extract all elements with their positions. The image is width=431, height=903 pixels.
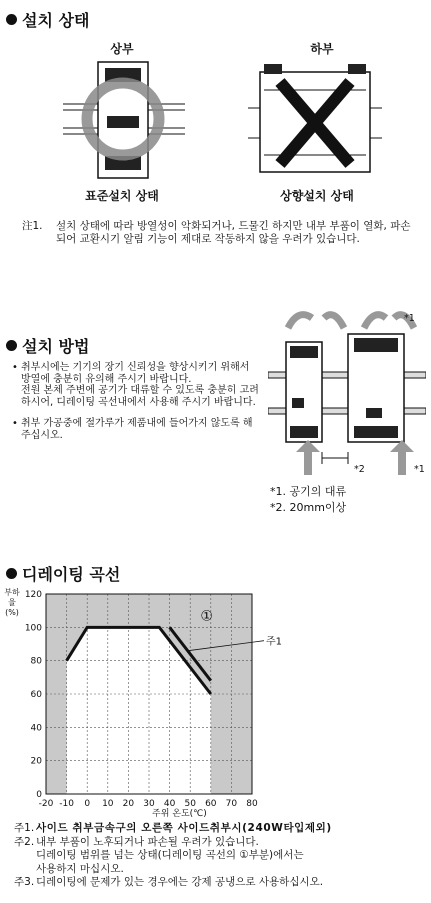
x-tick-label: 60 <box>205 799 217 809</box>
upward-caption: 상향설치 상태 <box>280 189 354 203</box>
x-tick-label: 50 <box>184 799 196 809</box>
x-tick-label: 0 <box>84 799 91 809</box>
x-tick-label: 70 <box>225 799 238 809</box>
y-tick-label: 40 <box>30 723 42 734</box>
footnote-2-line3: 사용하지 마십시오. <box>36 862 124 875</box>
region-1-marker: ① <box>200 608 213 625</box>
x-tick-label: -10 <box>59 799 74 809</box>
standard-install-illustration <box>55 58 190 182</box>
bullet-circle-icon <box>6 14 17 25</box>
footnote-2: 주2. 내부 부품이 노후되거나 파손될 우려가 있습니다. <box>14 835 259 848</box>
note1-text: 설치 상태에 따라 방열성이 악화되거나, 드물긴 하지만 내부 부품이 열화, 파손되어 교환시기 알림 기능이 제대로 작동하지 않을 우려가 있습니다. <box>56 220 411 245</box>
footnote-1: 주1. 사이드 취부금속구의 오른쪽 사이드취부시(240W타입제외) <box>14 822 332 834</box>
x-tick-label: -20 <box>38 799 54 809</box>
standard-caption: 표준설치 상태 <box>85 189 159 203</box>
x-tick-label: 80 <box>246 799 258 809</box>
x-tick-label: 30 <box>143 799 155 809</box>
star1-bottom-mark: *1 <box>414 464 425 475</box>
legend-item: *2. 20mm이상 <box>270 501 347 514</box>
install-method-bullets <box>12 362 260 441</box>
air-convection-diagram <box>268 300 426 478</box>
list-item: 전원 본체 주변에 공기가 대류할 수 있도록 충분히 고려하시어, 디레이팅 곡선내에서 사용해 주시기 바랍니다. <box>21 385 259 408</box>
y-tick-label: 100 <box>24 623 42 634</box>
note1-prefix: 注1. <box>22 220 43 232</box>
x-tick-label: 20 <box>122 799 135 809</box>
star2-mark: *2 <box>354 464 365 475</box>
top-label: 상부 <box>110 42 134 56</box>
legend-item: *1. 공기의 대류 <box>270 485 347 498</box>
x-tick-label: 40 <box>163 799 176 809</box>
note1-pointer-label: 주1 <box>266 636 283 648</box>
y-tick-label: 20 <box>30 756 42 767</box>
star1-top-mark: *1 <box>404 313 415 324</box>
footnote-2-line2: 디레이팅 범위를 넘는 상태(디레이팅 곡선의 ①부분)에서는 <box>36 849 304 861</box>
bullet-circle-icon <box>6 340 17 351</box>
y-tick-label: 0 <box>36 790 42 800</box>
install-method-title: 설치 방법 <box>6 334 89 357</box>
bullet-circle-icon <box>6 568 17 579</box>
derating-footnotes <box>14 822 332 890</box>
y-tick-label: 60 <box>30 690 42 700</box>
list-item: • 취부 가공중에 절가루가 제품내에 들어가지 않도록 해주십시오. <box>12 418 253 441</box>
derating-title: 디레이팅 곡선 <box>6 562 120 585</box>
y-tick-label: 120 <box>24 590 42 600</box>
upward-install-illustration <box>248 60 382 180</box>
x-tick-label: 10 <box>102 799 114 809</box>
bottom-label: 하부 <box>310 42 334 56</box>
y-axis-label: 부하율(%) <box>4 588 20 617</box>
footnote-3: 주3. 디레이팅에 문제가 있는 경우에는 강제 공냉으로 사용하십시오. <box>14 876 324 888</box>
install-state-title: 설치 상태 <box>6 8 89 31</box>
x-axis-label: 주위 온도(℃) <box>152 809 207 819</box>
derating-chart <box>0 582 300 818</box>
diagram-legend <box>270 484 346 516</box>
list-item: • 취부시에는 기기의 장기 신뢰성을 향상시키기 위해서 방열에 충분히 유의해 주시기 바랍니다. <box>12 362 250 385</box>
y-tick-label: 80 <box>30 656 42 667</box>
